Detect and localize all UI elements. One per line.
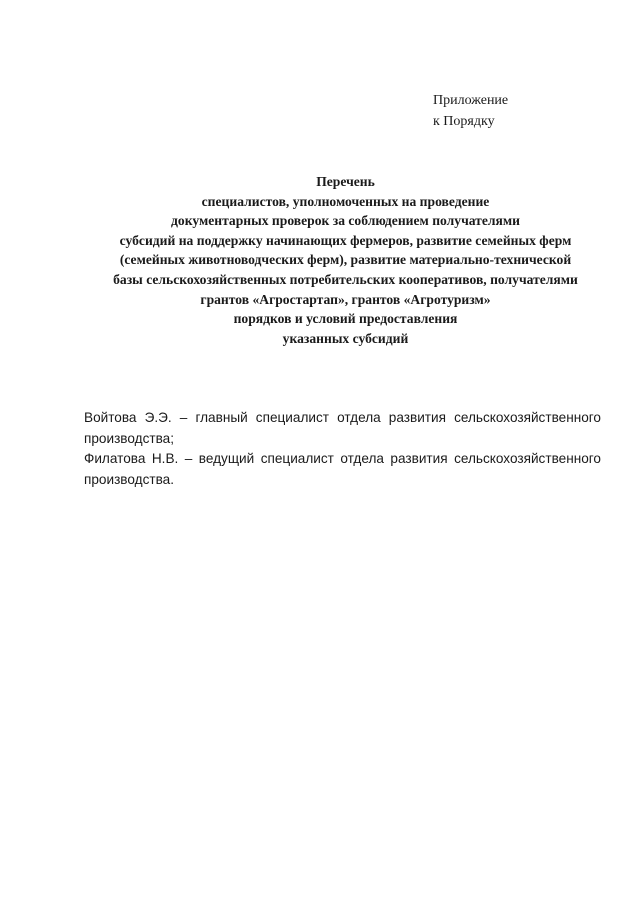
specialists-list — [84, 408, 601, 490]
title-line: специалистов, уполномоченных на проведение — [201, 193, 490, 209]
title-line: указанных субсидий — [282, 330, 409, 346]
appendix-note — [433, 90, 508, 132]
title-line: субсидий на поддержку начинающих фермеров, развитие семейных ферм — [119, 232, 572, 248]
document-title — [60, 172, 631, 348]
title-line: документарных проверок за соблюдением получателями — [171, 213, 520, 229]
specialist-entry: Филатова Н.В. – ведущий специалист отдела развития сельскохозяйственного производства. — [84, 451, 601, 487]
title-line: базы сельскохозяйственных потребительских кооперативов, получателями — [113, 271, 578, 287]
appendix-line-1: Приложение — [433, 93, 509, 108]
title-line: (семейных животноводческих ферм), развитие материально-технической — [119, 252, 572, 268]
title-line: грантов «Агростартап», грантов «Агротуризм» — [200, 291, 491, 307]
title-heading: Перечень — [316, 174, 375, 189]
appendix-line-2: к Порядку — [433, 114, 495, 129]
title-line: порядков и условий предоставления — [233, 311, 458, 327]
specialist-entry: Войтова Э.Э. – главный специалист отдела развития сельскохозяйственного производства; — [84, 410, 601, 446]
